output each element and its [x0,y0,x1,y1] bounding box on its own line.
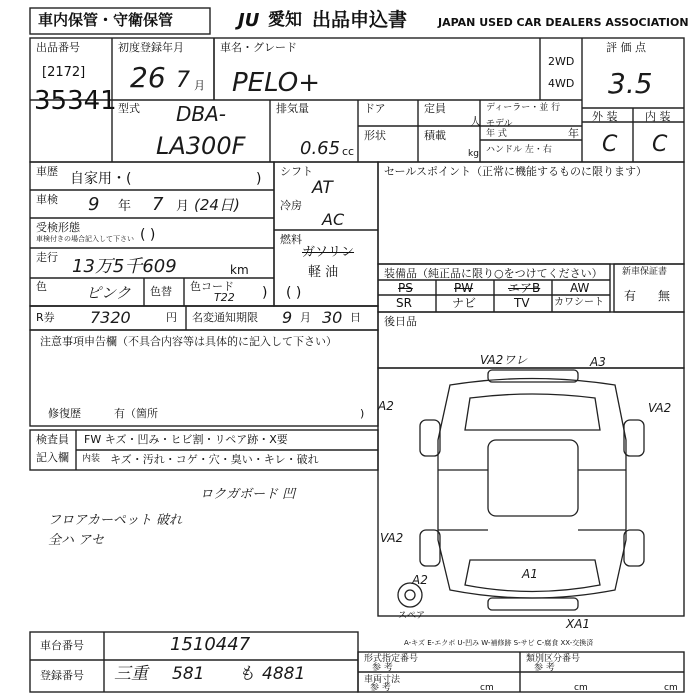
name-change-month-unit: 月 [300,311,311,324]
org-english: JAPAN USED CAR DEALERS ASSOCIATION [438,16,689,29]
shift-value: AT [312,178,333,198]
reg-number: 4881 [262,664,306,684]
inspection-year: 9 [88,194,100,215]
lot-number: 35341 [34,86,117,116]
repair-label: 修復歴 [48,407,81,420]
interior-row-label: 内装 [82,454,101,464]
ac-value: AC [322,210,345,229]
cert-label-2: 参 考 [372,663,393,673]
mileage-label: 走行 [36,251,58,264]
inspection-month: 7 [152,194,164,215]
reg-class: 581 [172,664,205,684]
acceptance-note: 車検付きの場合記入して下さい [36,235,134,243]
inspection-day: (24日) [194,196,240,214]
fuel-label: 燃料 [280,233,302,246]
name-change-label: 名変通知期限 [192,311,258,324]
score-label: 評 価 点 [606,41,646,54]
color-code-value: T22 [214,291,235,304]
storage-label-warranty: 新車保証書 [622,267,668,277]
size-label-2: 参 考 [370,683,391,693]
form-title: 出品申込書 [312,9,408,31]
equip-sr: SR [396,296,412,310]
inspection-year-unit: 年 [118,199,132,214]
damage-legend: A-キズ E-エクボ U-凹み W-補修跡 S-サビ C-腐食 XX-交換済 [404,639,594,647]
first-reg-month: 7 [176,68,190,93]
mileage-value: 13万5千609 [72,256,177,277]
sales-point-label: セールスポイント（正常に機能するものに限ります） [384,165,648,178]
inspection-label: 車検 [36,193,58,206]
exterior-label: 外 装 [592,110,618,123]
inspector-note-1: ロクガボード 凹 [200,487,296,502]
class-label-1: 類別区分番号 [526,654,581,664]
name-change-day-unit: 日 [350,311,361,324]
mark-spare-area: A2 [412,573,428,587]
r-label: R券 [36,311,55,324]
score-value: 3.5 [608,67,653,100]
shift-label: シフト [280,165,313,178]
displacement-label: 排気量 [276,102,309,115]
model-year-label: モデル [486,119,513,129]
interior-grade: C [652,132,668,157]
mark-rear-hatch: A1 [522,567,538,581]
equipment-label: 装備品（純正品に限り○をつけてください） [384,267,603,280]
class-label-2: 参 考 [534,663,555,673]
notes-label: 後日品 [384,315,417,328]
mark-front-right: A3 [590,355,606,369]
history-value: 自家用・( [70,171,132,187]
inspection-month-unit: 月 [176,199,190,214]
load-label: 積載 [424,129,446,142]
inspector-note-2: フロアカーペット 破れ [48,513,183,528]
storage-label: 車内保管・守衛保管 [38,11,174,29]
spare-label: スペア [398,611,426,621]
mark-left-rear: VA2 [380,531,404,545]
r-value: 7320 [90,308,131,327]
exterior-grade: C [602,132,618,157]
reg-area: 三重 [114,664,148,684]
mileage-unit: km [230,263,249,277]
model-value: PELO+ [232,68,321,98]
mark-front-windshield: VA2ワレ [480,353,528,367]
size-unit-1: cm [480,683,494,693]
equip-pw: PW [454,281,474,295]
reg-kana: も [238,664,255,684]
r-unit: 円 [166,311,177,324]
type-value: LA300F [156,132,246,160]
warranty-yes: 有 [624,289,637,303]
interior-row: キズ・汚れ・コゲ・穴・臭い・キレ・破れ [110,453,319,466]
fuel-bracket: ( ) [286,285,302,301]
chassis-label: 車台番号 [40,639,84,652]
color-code-label: 色コード [190,280,234,293]
inspector-label-2: 記入欄 [36,451,69,464]
warranty-no: 無 [658,289,671,303]
mark-rear-bumper: XA1 [566,617,591,631]
equip-ps: PS [398,281,413,295]
car-diagram-outline [398,370,644,610]
org-name: 愛知 [268,10,302,30]
fuel-diesel: 軽 油 [308,265,339,280]
color-label: 色 [36,280,47,293]
equip-tv: TV [514,296,530,310]
color-swap-label: 色替 [150,285,172,298]
size-label-1: 車両寸法 [364,675,401,685]
mark-left-front: A2 [378,399,394,413]
lot-label: 出品番号 [36,41,80,54]
year-label: 年 式 [486,129,507,139]
first-reg-value: 26 [130,61,166,94]
history-label: 車歴 [36,165,58,178]
dealer-label: ディーラー・並 行 [486,103,561,113]
type-label: 型式 [118,102,140,115]
chassis-value: 1510447 [170,634,251,655]
ju-logo: JU [238,10,260,31]
inspector-label-1: 検査員 [36,433,69,446]
fuel-gas: ガソリン [302,245,355,260]
fw-row: FW キズ・凹み・ヒビ割・リペア跡・X要 [84,433,288,446]
name-change-day: 30 [322,308,343,327]
capacity-label: 定員 [424,102,446,115]
load-unit: kg [468,149,479,159]
acceptance-label: 受検形態 [36,221,80,234]
interior-label: 内 装 [645,110,671,123]
displacement-unit: cc [342,145,355,158]
door-label: ドア [364,102,386,115]
equip-aw: AW [570,281,590,295]
type-prefix: DBA- [176,102,227,126]
capacity-unit: 人 [470,115,481,128]
model-label: 車名・グレード [220,41,297,54]
equip-leather: カワシート [554,297,604,308]
mark-right-front: VA2 [648,401,672,415]
handle-label: ハンドル 左・右 [486,145,552,155]
acceptance-value: ( ) [140,227,156,243]
shape-label: 形状 [364,129,386,142]
lot-small: [2172] [42,65,86,80]
drive-2wd: 2WD [548,55,575,68]
equip-airbag: エアB [508,281,541,295]
remarks-label: 注意事項申告欄（不具合内容等は具体的に記入して下さい） [40,335,337,348]
inspector-note-3: 全ハ アセ [48,533,105,548]
color-value: ピンク [86,284,131,302]
ac-label: 冷房 [280,199,302,212]
first-reg-label: 初度登録年月 [118,41,184,54]
repair-close: ) [360,407,365,420]
drive-4wd: 4WD [548,77,575,90]
equip-navi: ナビ [452,296,477,310]
reg-label: 登録番号 [40,669,84,682]
size-unit-3: cm [664,683,678,693]
year-unit: 年 [568,127,579,140]
repair-value: 有（箇所 [114,407,158,420]
size-unit-2: cm [574,683,588,693]
color-close: ) [262,285,268,301]
name-change-month: 9 [282,308,293,327]
history-close: ) [256,171,262,187]
displacement-value: 0.65 [300,138,341,159]
cert-label-1: 形式指定番号 [364,654,419,664]
first-reg-unit: 月 [194,79,205,92]
